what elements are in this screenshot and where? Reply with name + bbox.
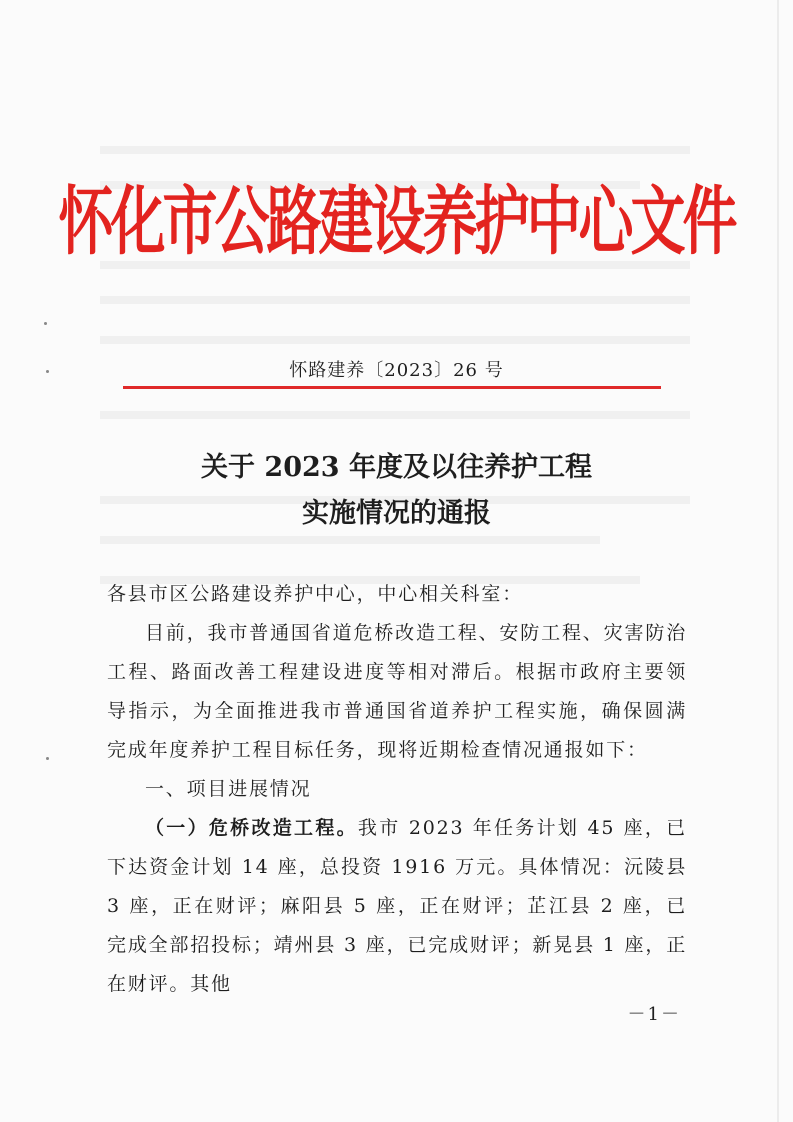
- page-number: －1－: [627, 1004, 681, 1025]
- document-body: [107, 575, 687, 1004]
- document-title: [0, 445, 793, 537]
- subsection-paragraph: [107, 809, 687, 1004]
- scan-speck: [46, 757, 49, 760]
- salutation: 各县市区公路建设养护中心，中心相关科室：: [107, 583, 524, 605]
- red-divider-line: [123, 386, 661, 389]
- document-title-line-1: 关于 2023 年度及以往养护工程: [201, 452, 592, 483]
- document-title-line-2: 实施情况的通报: [302, 498, 491, 529]
- scan-speck: [44, 322, 47, 325]
- document-number: 怀路建养〔2023〕26 号: [289, 360, 504, 381]
- section-heading: 一、项目进展情况: [145, 778, 312, 800]
- intro-paragraph: 目前，我市普通国省道危桥改造工程、安防工程、灾害防治工程、路面改善工程建设进度等相对滞后。根据市政府主要领导指示，为全面推进我市普通国省道养护工程实施，确保圆满完成年度养护工程目标任务，现将近期检查情况通报如下：: [107, 622, 687, 761]
- issuer-title: 怀化市公路建设养护中心文件: [58, 178, 735, 265]
- subsection-label: （一）危桥改造工程。: [145, 817, 358, 839]
- subsection-text: 我市 2023 年任务计划 45 座，已下达资金计划 14 座，总投资 1916 万元。具体情况：沅陵县 3 座，正在财评；麻阳县 5 座，正在财评；芷江县 2 座，已完成全部招投标；靖州县 3 座，已完成财评；新晃县 1 座，正在财评。其他: [107, 817, 687, 995]
